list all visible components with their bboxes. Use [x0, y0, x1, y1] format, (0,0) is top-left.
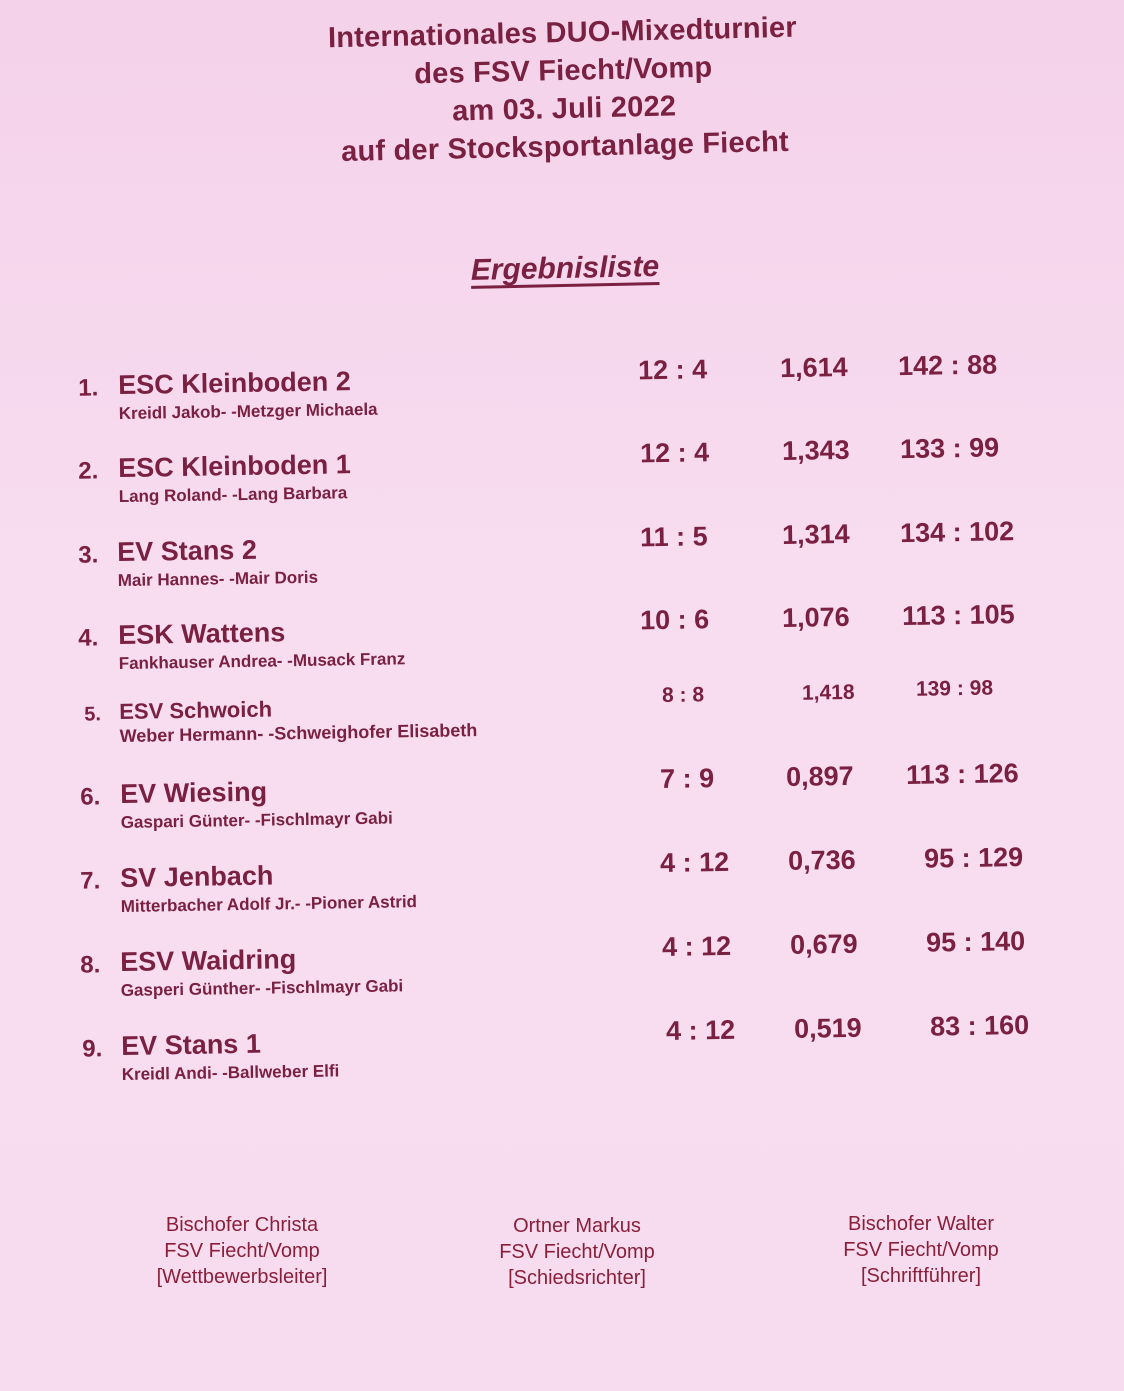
result-players: Fankhauser Andrea- -Musack Franz: [118, 649, 406, 674]
result-quotient: 1,076: [781, 601, 850, 634]
result-points: 10 : 6: [639, 604, 710, 636]
signature-name: Ortner Markus: [513, 1215, 641, 1237]
signature-name: Bischofer Christa: [165, 1214, 319, 1236]
result-players: Mitterbacher Adolf Jr.- -Pioner Astrid: [120, 892, 418, 917]
result-team: ESV Schwoich: [119, 696, 273, 725]
result-team: ESC Kleinboden 1: [118, 449, 352, 484]
result-points: 4 : 12: [659, 846, 730, 879]
signature-role: [Schiedsrichter]: [508, 1267, 646, 1289]
result-players: Kreidl Jakob- -Metzger Michaela: [118, 399, 378, 424]
result-rank: 1.: [78, 374, 99, 402]
result-rank: 9.: [82, 1035, 103, 1063]
header-line-3: am 03. Juli 2022: [451, 90, 677, 128]
result-rank: 7.: [80, 867, 101, 895]
result-row: [0, 844, 1124, 933]
signature-role: [Wettbewerbsleiter]: [156, 1266, 328, 1288]
result-players: Lang Roland- -Lang Barbara: [118, 483, 348, 507]
signature-secretary: [791, 1211, 1051, 1289]
signature-role: [Schriftführer]: [860, 1265, 982, 1287]
result-points: 12 : 4: [637, 354, 708, 386]
signature-club: FSV Fiecht/Vomp: [499, 1241, 655, 1263]
result-team: EV Stans 1: [121, 1028, 262, 1061]
result-stock-diff: 83 : 160: [929, 1009, 1030, 1042]
result-points: 8 : 8: [661, 683, 705, 708]
result-rank: 2.: [78, 457, 99, 485]
result-row: [0, 518, 1124, 607]
result-row: [0, 928, 1124, 1017]
result-points: 7 : 9: [659, 763, 715, 795]
result-row: [0, 434, 1124, 523]
result-rank: 4.: [78, 624, 99, 652]
header-line-4: auf der Stocksportanlage Fiecht: [340, 125, 790, 169]
header-line-1: Internationales DUO-Mixedturnier: [327, 11, 798, 55]
result-team: EV Wiesing: [120, 776, 268, 810]
header-line-2: des FSV Fiecht/Vomp: [413, 51, 713, 91]
signature-referee: [447, 1213, 707, 1291]
result-row: [0, 1009, 1124, 1101]
results-title: Ergebnisliste: [470, 249, 660, 287]
signature-club: FSV Fiecht/Vomp: [164, 1240, 320, 1262]
result-stock-diff: 95 : 140: [925, 926, 1026, 958]
result-rank: 3.: [78, 541, 99, 569]
result-points: 11 : 5: [639, 521, 708, 553]
result-stock-diff: 113 : 126: [905, 758, 1019, 790]
result-team: ESK Wattens: [118, 617, 286, 651]
result-rank: 8.: [80, 951, 101, 979]
signature-club: FSV Fiecht/Vomp: [843, 1239, 999, 1261]
result-team: EV Stans 2: [117, 534, 258, 568]
result-points: 4 : 12: [661, 930, 732, 963]
result-quotient: 0,736: [787, 844, 856, 876]
result-players: Gasperi Günther- -Fischlmayr Gabi: [120, 976, 404, 1001]
result-rank: 5.: [84, 703, 102, 726]
result-stock-diff: 134 : 102: [899, 516, 1015, 549]
result-players: Kreidl Andi- -Ballweber Elfi: [121, 1061, 340, 1084]
result-players: Gaspari Günter- -Fischlmayr Gabi: [120, 808, 393, 833]
result-stock-diff: 142 : 88: [897, 349, 998, 382]
result-quotient: 1,614: [779, 351, 848, 384]
signature-name: Bischofer Walter: [848, 1213, 994, 1235]
result-team: ESV Waidring: [120, 944, 297, 978]
result-rank: 6.: [80, 783, 101, 811]
signature-block: [0, 1210, 1124, 1300]
result-points: 4 : 12: [665, 1014, 736, 1046]
result-quotient: 0,679: [789, 928, 858, 960]
result-quotient: 1,314: [781, 518, 850, 551]
result-quotient: 0,519: [793, 1012, 862, 1044]
result-quotient: 1,343: [781, 434, 850, 467]
result-row: [0, 760, 1124, 849]
result-row: [0, 351, 1124, 440]
result-stock-diff: 113 : 105: [901, 599, 1015, 632]
result-stock-diff: 139 : 98: [915, 676, 994, 701]
result-points: 12 : 4: [639, 437, 710, 469]
result-team: ESC Kleinboden 2: [118, 366, 352, 401]
signature-competition-director: [112, 1212, 372, 1290]
result-team: SV Jenbach: [120, 860, 274, 894]
result-row: [0, 676, 1124, 769]
result-quotient: 1,418: [801, 680, 855, 705]
result-players: Weber Hermann- -Schweighofer Elisabeth: [119, 720, 478, 747]
result-players: Mair Hannes- -Mair Doris: [117, 567, 319, 591]
result-stock-diff: 95 : 129: [923, 842, 1024, 874]
result-quotient: 0,897: [785, 760, 854, 792]
result-stock-diff: 133 : 99: [899, 432, 1000, 465]
